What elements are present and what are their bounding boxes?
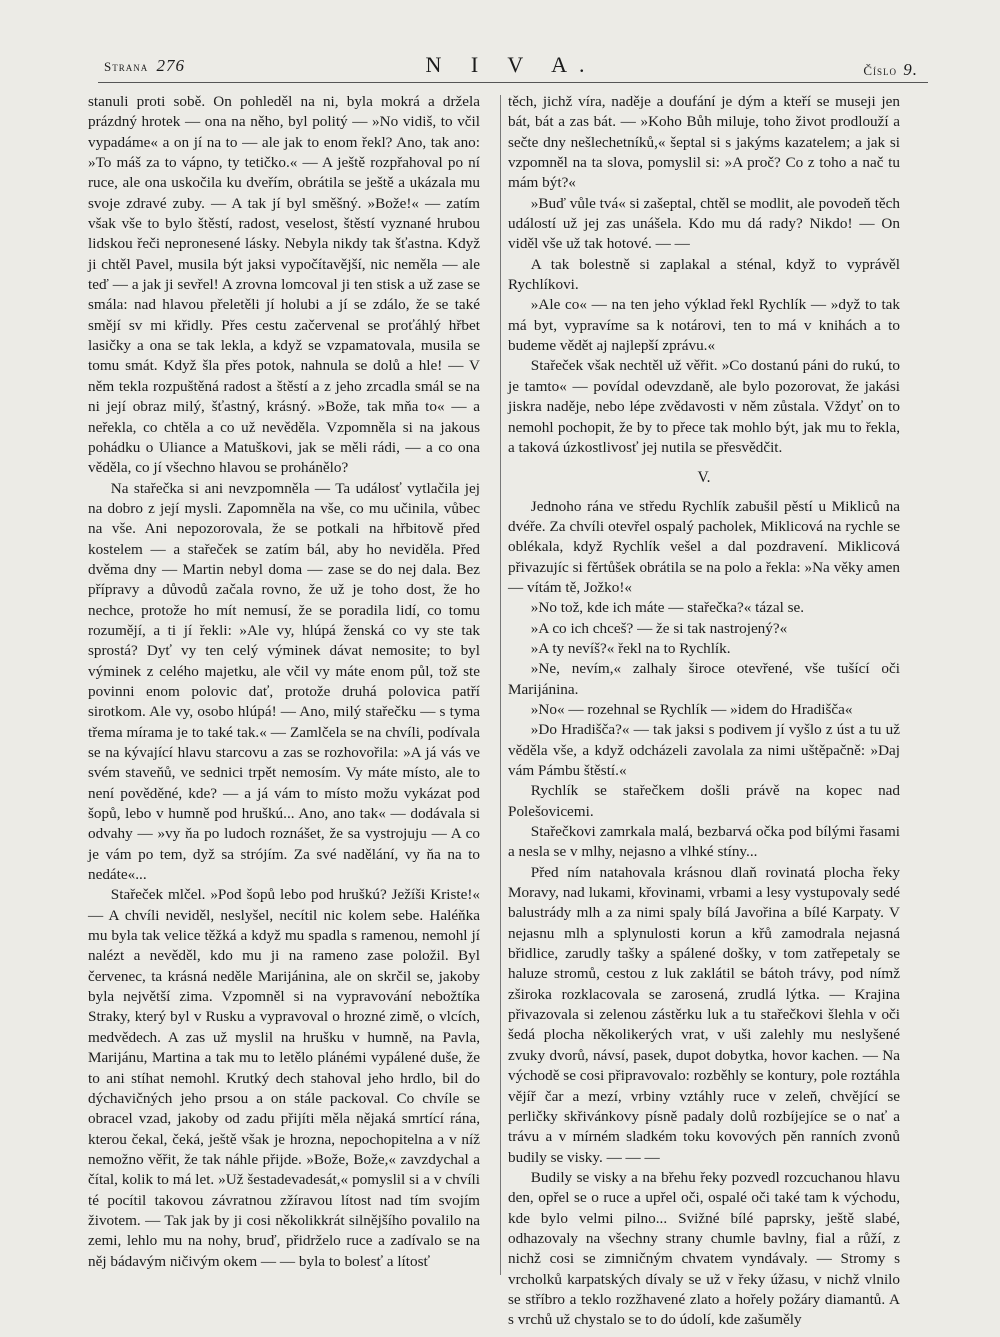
journal-title: N I V A. [425,52,597,77]
page-number: 276 [156,56,185,75]
paragraph: »Ale co« — na ten jeho výklad řekl Rychlík — »dyž to tak má byt, vypravíme sa k notárovi, ten to má v knihách a to budeme vědět aj najlepší zprávu.« [508,296,900,355]
right-column [508,92,900,1331]
paragraph: »Do Hradišča?« — tak jaksi s podivem jí vyšlo z úst a tu už věděla vše, a když odcházeli zavolala za nimi uštěpačně: »Daj vám Pámbu štěstí.« [508,721,900,779]
paragraph: stanuli proti sobě. On pohleděl na ni, byla mokrá a držela prázdný hrotek — ona na něho, byl politý — »No vidiš, to včil vypadáme« a on jí na to — ale jak to enom řekl? Ano, tak ano: »To máš za to vápno, ty tetičko.« — A ještě rozpřahoval po ní ruce, ale ona uskočila ku dveřím, obrátila se ještě a ukázala mu svoje zdravé zuby. — A tak jí byl směšný. »Bože!« — zatím však vše to bylo štěstí, radost, veselost, štěstí vyznané hrubou lidskou řeči nepronesené lásky. Nebyla nikdy tak šťastna. Když ji chtěl Pavel, musila být jaksi vypočítavější, nic neměla — ale teď — a jak ji sevřel! A zrovna lomcoval ji ten stisk a už zase se smála: nad hlavou přeletěli jí holubi a jí se zdálo, že se také smějí sv mi křidly. Přes cestu začervenal se proťáhlý hřbet lasičky a ona se tak lekla, a když se vzpamatovala, musila se tomu smát. Když šla přes potok, nahnula se dolů a hle! — V něm tekla rozpuštěná radost a štěstí a z jeho zrcadla smál se na ni její obraz milý, šťastný, krásný. »Bože, tak mňa to« — a neřekla, co chtěla a co už nevěděla. Vzpomněla si na jakous pohádku o Uliance a Matuškovi, jak se měli rádi, — a co ona věděla, co jí všechno hlavou se prohánělo? [88,93,480,477]
paragraph: Stařečkovi zamrkala malá, bezbarvá očka pod bílými řasami a nesla se v mlhy, nejasno a vlhké stíny... [508,823,900,861]
issue-label: Číslo [863,63,897,78]
paragraph: Před ním natahovala krásnou dlaň rovinatá plocha řeky Moravy, nad lukami, křovinami, vrbami a lesy vystupovaly sedé balustrády mlh a za nimi spaly bílá Javořina a bílé Karpaty. V nejasnu mlh a splynulosti korun a křů zamodrala nejasná břidlice, zarudly tašky a spálené došky, v tom zatřepetaly se haluze stromů, cestou z luk zaklátil se bátoh trávy, pod nímž zširoka rozklacovala se zarosená, zrudlá lýtka. — Krajina přivazovala si zelenou zástěrku luk a tu stařečkovi šlehla v oči šedá plocha několikerých vrat, v uši zalehly mu neslyšené zvuky dvorů, návsí, pasek, dupot dobytka, hovor kachen. — Na východě se cosi připravovalo: rozběhly se kontury, pole roztáhla vějíř čar a mezí, vrbiny vztáhly ruce v zeleň, chvějící se perličky skřivánkovy písně padaly dolů rozbíjejíce se o nať a trávu a v mírném sladkém toku kovových pěn ranních zvonů budily se visky. — — — [508,863,900,1166]
issue-number: 9. [903,60,918,79]
paragraph: »A ty nevíš?« řekl na to Rychlík. [530,639,731,657]
paragraph: »A co ich chceš? — že si tak nastrojený?« [530,619,788,637]
issue-number-label [863,60,918,80]
paragraph: »No« — rozehnal se Rychlík — »idem do Hradišča« [530,700,853,718]
paragraph: Stařeček však nechtěl už věřit. »Co dostanú páni do rukú, to je tamto« — povídal odevzdaně, ale bylo pozorovat, že jakási jiskra naděje, nebo lépe zvědavosti v něm zůstala. Vždyť on to nemohl pochopit, že by to přece tak mohlo být, jak mu to řekla, a taková úzkostlivosť jej nutila se přesvědčit. [508,357,900,456]
section-heading: V. [697,469,711,487]
paragraph: Na stařečka si ani nevzpomněla — Ta událosť vytlačila jej na dobro z její mysli. Zapomněla na vše, co mu učinila, vůbec na vše. Ani nepozorovala, že se potkali na hřbitově před kostelem — a stařeček se zatím bál, aby ho neviděla. Před dvěma dny — Martin nebyl doma — zase se do nej dala. Bez přípravy a důvodů začala rovno, že už je toho dost, že ho nechce, protože ho mít nemusí, že se poradila lidí, co tomu rozumějí, a ti jí řekli: »Ale vy, hlúpá ženská co vy ste tak sprostá? Dyť vy ten celý výminek dávat nemosite; to byl výminek z celého majetku, ale včil vy máte enom půl, tož ste povinni enom polovic dať, protože druhá polovica patří sirotkom. Ale vy, osobo hlúpá! — Ano, milý stařečku — s tyma třema mírama je to také tak.« — Zamlčela se na chvíli, podívala se na kývající hlavu starcovu a zas se rozhovořila: »A já vás ve svém staveňů, ve sednici trpět nemosím. Vy máte místo, ale to není pověděné, kde? — a já vám to místo možu vykázat pod šopů, lebo v humně pod hruškú... Ano, ano tak« — dodávala si odvahy — »vy ňa po ludoch roznášet, že sa vystrojuju — A co je vám po tem, dyž sa strójím. Za své nadělání, vy ňa na to nedáte«... [88,479,480,884]
paragraph: Stařeček mlčel. »Pod šopů lebo pod hruškú? Ježíši Kriste!« — A chvíli neviděl, neslyšel, necítil nic kolem sebe. Haléňka mu byla tak velice těžká a když mu spadla s ramenou, nemohl jí nalézt a nevěděl, kdo mu ji na rameno zase položil. Byl červenec, ta krásná neděle Marijánina, ale on skrčil se, jakoby byla největší zima. Vzpomněl si na vypravování nebožtíka Straky, který byl v Rusku a vypravoval o hrozné zimě, o vlcích, medvědech. A zas už myslil na hrušku v humně, na Pavla, Marijánu, Martina a tak mu to letělo plánémi vypálené duše, že to ani stíhat nemohl. Krutký dech stahoval jeho hrdlo, bil do dýchavičných jeho prsou a on stále packoval. Co chvíle se obracel vzad, jakoby od zadu přijíti měla nějaká smrtící rána, kterou čekal, čeká, ještě však je hrozna, nepochopitelna a v níž nemožno věřit, že tak náhle přijde. »Bože, Bože,« zavzdychal a čítal, kolik to má let. »Už šestadevadesát,« pomyslil si a v chvíli té pocítil takovou závratnou zžíravou lítost nad tím svojím životem. — Tak jak by ji cosi několikkrát silnějšího povalilo na zemi, lehlo mu na nohy, bruď, přidrželo ruce a zadívalo se na něj bádavým ničivým okem — — byla to bolesť a lítosť [88,886,480,1270]
paragraph: Rychlík se stařečkem došli právě na kopec nad Polešovicemi. [508,782,900,820]
paragraph: »Buď vůle tvá« si zašeptal, chtěl se modlit, ale povodeň těch událostí už jej zas unášela. Kdo mu dá rady? Nikdo! — On viděl vše už tak hotové. — — [508,194,900,253]
paragraph: »Ne, nevím,« zalhaly široce otevřené, vše tušící oči Marijánina. [508,660,900,698]
page-label: Strana [104,59,149,74]
column-divider [500,95,501,1275]
paragraph: Jednoho rána ve středu Rychlík zabušil pěstí u Mikliců na dvéře. Za chvíli otevřel ospalý pacholek, Miklicová na rychle se oblékala, když Rychlík vešel a dal pozdravení. Miklicová přivazujíc si fěrtůšek obrátila se na polo a řekla: »Na věky amen — vítám tě, Jožko!« [508,497,900,596]
header-rule [98,82,928,83]
left-column [88,92,480,1272]
paragraph: těch, jichž víra, naděje a doufání je dým a kteří se museji jen bát, bát a zas bát. — »Koho Bůh miluje, toho život prodlouží a sečte dny nešlechetníků,« šeptal si s jakýms kazatelem; a jak si vzpomněl na ta slova, pomyslil si: »A proč? Co z toho a nač tu mám být?« [508,93,900,192]
paragraph: »No tož, kde ich máte — stařečka?« tázal se. [530,599,805,617]
paragraph: A tak bolestně si zaplakal a sténal, když to vyprávěl Rychlíkovi. [508,255,900,294]
paragraph: Budily se visky a na břehu řeky pozvedl rozcuchanou hlavu den, opřel se o ruce a upřel oči, ospalé oči také tam k východu, kde bylo velmi pilno... Svižné bílé paprsky, ještě slabé, odhazovaly na všechny strany chumle bavlny, fial a růží, z nichž cosi se zimničným chvatem vyndávaly. — Stromy s vrcholků karpatských dívaly se už v řeky úžasu, v nichž vlnilo se stříbro a teklo rozžhavené zlato a hořely požáry diamantů. A s vrchů už chystalo se to do údolí, kde zašuměly [508,1168,900,1329]
running-head [96,52,926,86]
